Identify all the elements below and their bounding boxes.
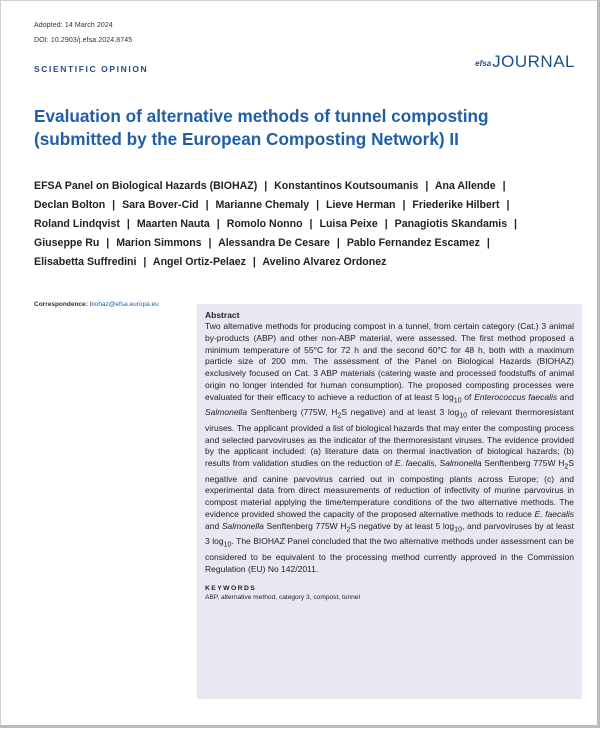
author-separator: | (112, 198, 116, 211)
section-label: SCIENTIFIC OPINION (34, 64, 149, 74)
author-separator: | (143, 255, 147, 268)
author-name: Marianne Chemaly (215, 198, 310, 211)
author-name: Konstantinos Koutsoumanis (274, 180, 419, 192)
author-name: Giuseppe Ru (34, 236, 100, 249)
author-separator: | (336, 236, 340, 249)
author-separator: | (402, 198, 406, 211)
keywords-text: ABP, alternative method, category 3, compost, tunnel (205, 594, 360, 602)
author-name: Pablo Fernandez Escamez (346, 236, 480, 249)
author-name: Avelino Alvarez Ordonez (262, 255, 387, 268)
author-separator: | (252, 255, 256, 268)
author-name: Alessandra De Cesare (218, 236, 330, 249)
doi: DOI: 10.2903/j.efsa.2024.8745 (34, 37, 133, 44)
author-separator: | (264, 180, 268, 192)
author-separator: | (126, 217, 130, 230)
author-separator: | (506, 198, 510, 211)
author-name: Lieve Herman (326, 198, 396, 211)
author-separator: | (205, 198, 209, 211)
author-separator: | (384, 217, 388, 230)
author-separator: | (514, 217, 518, 230)
author-name: Declan Bolton (34, 198, 106, 211)
author-name: Luisa Peixe (319, 217, 378, 230)
abstract-text: Two alternative methods for producing compost in a tunnel, from certain category (Cat.) 3 animal by-products (ABP) and other non-ABP material, were assessed. The first method proposed a minimum temperature of 55°C for 72 h and the second 60°C for 48 h, both with a maximum particle size of 200 mm. The assessment of the Panel on Biological Hazards (BIOHAZ) exclusively focused on Cat. 3 ABP materials (catering waste and processed foodstuffs of animal origin no longer intended for human consumption). The proposed composting processes were evaluated for their efficacy to achieve a reduction of at least 5 $\log_{10}$ of Enterococcus faecalis and Salmonella Senftenberg (775W, $H_2S$ negative) and at least 3 $\log_{10}$ of relevant thermoresistant viruses. The applicant provided a list of biological hazards that may enter the composting process and selected parvoviruses as the indicator of the thermoresistant viruses. The evidence provided by the applicant included: (a) literature data on thermal inactivation of biological hazards; (b) results from validation studies on the reduction of E. faecalis, Salmonella Senftenberg 775W $H_2S$ negative and canine parvovirus carried out in composting plants across Europe; (c) and experimental data from direct measurements of reduction of infectivity of murine parvovirus in compost material applying the time/temperature conditions of the two alternative methods. The evidence provided showed the capacity of the proposed alternative methods to reduce E. faecalis and Salmonella Senftenberg 775W $H_2S$ negative by at least 5 $\log_{10}$, and parvoviruses by at least 3 $\log_{10}$. The BIOHAZ Panel concluded that the two alternative methods under assessment can be considered to be equivalent to the processing method currently approved in the Commission Regulation (EU) No 142/2011. (205, 321, 575, 574)
author-name: Roland Lindqvist (34, 217, 120, 230)
author-name: Romolo Nonno (226, 217, 303, 230)
abstract-heading: Abstract (205, 310, 240, 320)
author-separator: | (208, 236, 212, 249)
correspondence (34, 301, 159, 308)
efsa-brand: efsa (475, 59, 492, 68)
journal-logo (475, 52, 575, 72)
correspondence-label: Correspondence: (34, 301, 88, 308)
journal-name: JOURNAL (492, 52, 575, 71)
author-name: Marion Simmons (116, 236, 202, 249)
author-separator: | (106, 236, 110, 249)
author-name: Elisabetta Suffredini (34, 255, 137, 268)
author-name: Maarten Nauta (136, 217, 210, 230)
correspondence-email-link[interactable]: biohaz@efsa.europa.eu (89, 301, 159, 308)
author-separator: | (309, 217, 313, 230)
paper-title: Evaluation of alternative methods of tunnel composting (submitted by the European Composting Network) II (34, 106, 489, 149)
author-list (34, 177, 574, 272)
adopted-date: Adopted: 14 March 2024 (34, 22, 113, 29)
author-name: Panagiotis Skandamis (394, 217, 508, 230)
author-name: Ana Allende (434, 180, 496, 192)
author-name: EFSA Panel on Biological Hazards (BIOHAZ) (34, 180, 258, 192)
author-separator: | (502, 180, 506, 192)
author-separator: | (425, 180, 429, 192)
author-separator: | (486, 236, 490, 249)
author-name: Friederike Hilbert (412, 198, 500, 211)
abstract-box (197, 304, 582, 699)
author-separator: | (316, 198, 320, 211)
author-name: Angel Ortiz-Pelaez (152, 255, 246, 268)
keywords-heading: KEYWORDS (205, 585, 257, 593)
author-name: Sara Bover-Cid (122, 198, 199, 211)
author-separator: | (216, 217, 220, 230)
